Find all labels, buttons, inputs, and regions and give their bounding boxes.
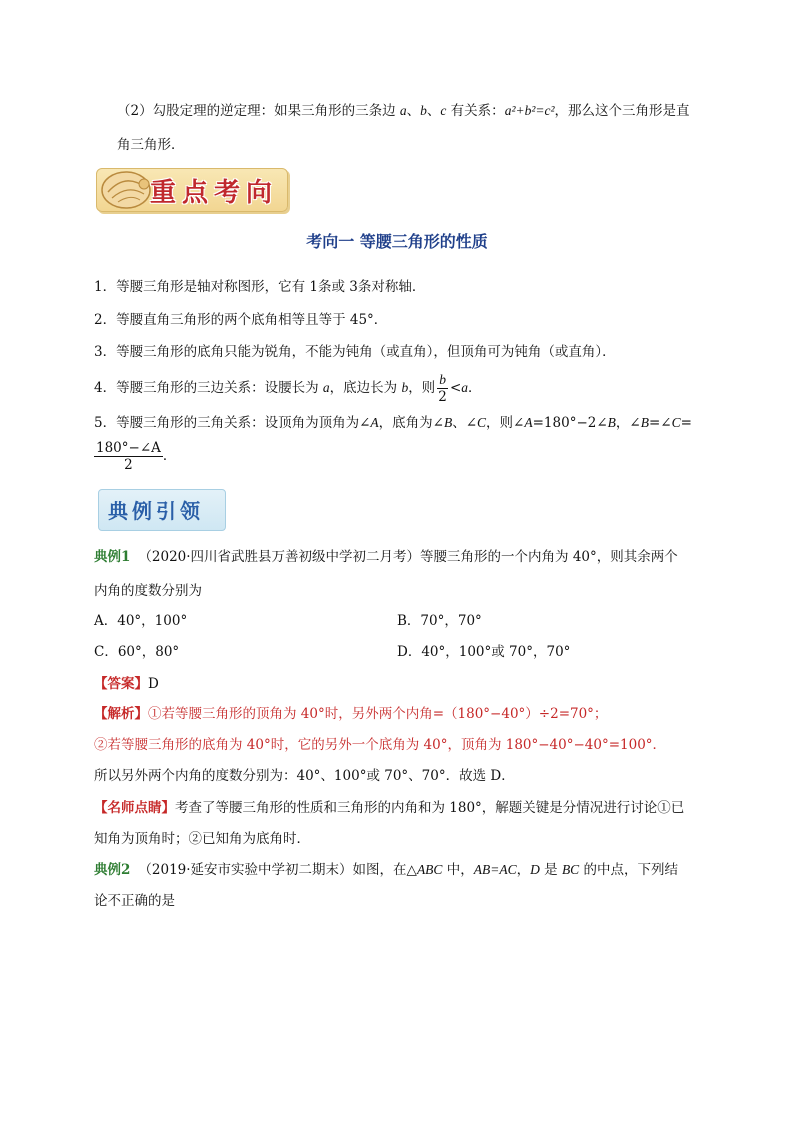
angle-a: A (370, 415, 379, 430)
angle-c: C (477, 415, 487, 430)
example2-text: （2019·延安市实验中学初二期末）如图，在△ (138, 862, 417, 878)
point-5-text: ，则∠ (486, 415, 525, 431)
option-d: D．40°，100°或 70°，70° (397, 644, 571, 660)
angle-b: B (443, 415, 453, 430)
example-banner-title: 典例引领 (108, 499, 204, 523)
point-3: 3．等腰三角形的底角只能为锐角，不能为钝角（或直角），但顶角可为钝角（或直角）． (94, 344, 616, 360)
intro-text: 有关系： (446, 103, 505, 119)
example2-text: 中， (442, 862, 474, 878)
example2-label: 典例2 (94, 862, 131, 878)
point-1: 1．等腰三角形是轴对称图形，它有 1条或 3条对称轴． (94, 279, 426, 295)
example1-question (94, 547, 678, 567)
analysis-label: 【解析】 (94, 706, 148, 722)
example2-text: ， (516, 862, 531, 878)
angle-c: C (671, 415, 681, 430)
triangle-abc: ABC (416, 862, 443, 877)
example1-text: （2020·四川省武胜县万善初级中学初二月考）等腰三角形的一个内角为 40°，则其余两个 (138, 549, 678, 565)
var-a: a (322, 380, 330, 395)
example2-question-cont: 论不正确的是 (94, 893, 175, 909)
point-5-text: =180°−2∠ (532, 415, 608, 431)
answer-label: 【答案】 (94, 676, 148, 692)
point-5-text: 、∠ (452, 415, 478, 431)
point-5-fraction-line (94, 440, 176, 473)
option-b: B．70°，70° (397, 613, 482, 629)
pythagorean-equation: a²+b²=c² (504, 103, 555, 118)
tip-text: 考查了等腰三角形的性质和三角形的内角和为 180°，解题关键是分情况进行讨论①已 (175, 800, 685, 816)
analysis-line-3: 所以另外两个内角的度数分别为：40°、100°或 70°、70°．故选 D． (94, 768, 515, 784)
point-4 (94, 369, 482, 407)
equals: = (680, 415, 692, 431)
fraction-denominator: 2 (124, 457, 133, 473)
fraction-denominator: 2 (438, 389, 447, 405)
section-title: 考向一 等腰三角形的性质 (306, 232, 488, 251)
intro-text: ，那么这个三角形是直 (554, 103, 690, 119)
point-4-text: 4．等腰三角形的三边关系：设腰长为 (94, 380, 323, 396)
angle-b: B (607, 415, 616, 430)
example1-label: 典例1 (94, 549, 131, 565)
point-4-text: ，底边长为 (329, 380, 402, 396)
analysis-text: ①若等腰三角形的顶角为 40°时，另外两个内角=（180°−40°）÷2=70°； (148, 706, 608, 722)
tip-line-1 (94, 798, 684, 818)
point-5-text: ，底角为∠ (378, 415, 444, 431)
point-d: D (530, 862, 540, 877)
fraction-b-over-2 (437, 372, 448, 405)
fraction-numerator: 180°−∠A (96, 440, 161, 456)
analysis-line-1 (94, 704, 607, 724)
tip-line-2: 知角为顶角时；②已知角为底角时． (94, 831, 310, 847)
intro-text: （2）勾股定理的逆定理：如果三角形的三条边 (117, 103, 400, 119)
intro-line-2: 角三角形． (117, 137, 185, 153)
option-c: C．60°，80° (94, 644, 180, 660)
fraction-angle (94, 440, 163, 473)
point-5-text: 5．等腰三角形的三角关系：设顶角为顶角为∠ (94, 415, 371, 431)
point-5-text: ，∠ (615, 415, 641, 431)
fraction-numerator: b (439, 372, 446, 387)
example2-text: 的中点，下列结 (579, 862, 678, 878)
key-points-banner-title: 重点考向 (150, 178, 279, 208)
example2-question (94, 860, 678, 880)
var-a: a (461, 380, 468, 395)
period: ． (468, 380, 482, 396)
segment-bc: BC (561, 862, 580, 877)
intro-line-1 (117, 101, 690, 121)
analysis-line-2: ②若等腰三角形的底角为 40°时，它的另外一个底角为 40°，顶角为 180°−40°−40°=100°． (94, 737, 667, 753)
answer-value: D (148, 676, 159, 692)
less-than: < (449, 380, 462, 396)
sep: 、 (426, 103, 441, 119)
var-b: b (401, 380, 409, 395)
example2-text: 是 (539, 862, 562, 878)
angle-a: A (524, 415, 533, 430)
conch-shell-icon (98, 162, 154, 214)
equation-ab-ac: AB=AC (473, 862, 517, 877)
point-5 (94, 413, 692, 433)
tip-label: 【名师点睛】 (94, 800, 175, 816)
sep: 、 (406, 103, 421, 119)
point-5-text: =∠ (648, 415, 672, 431)
point-4-text: ，则 (408, 380, 436, 396)
period: ． (162, 448, 177, 464)
angle-b: B (640, 415, 649, 430)
answer-line (94, 674, 159, 694)
var-a: a (399, 103, 407, 118)
var-b: b (420, 103, 427, 118)
example1-question-cont: 内角的度数分别为 (94, 583, 202, 599)
var-c: c (440, 103, 447, 118)
point-2: 2．等腰直角三角形的两个底角相等且等于 45°． (94, 312, 388, 328)
option-a: A．40°，100° (94, 613, 188, 629)
